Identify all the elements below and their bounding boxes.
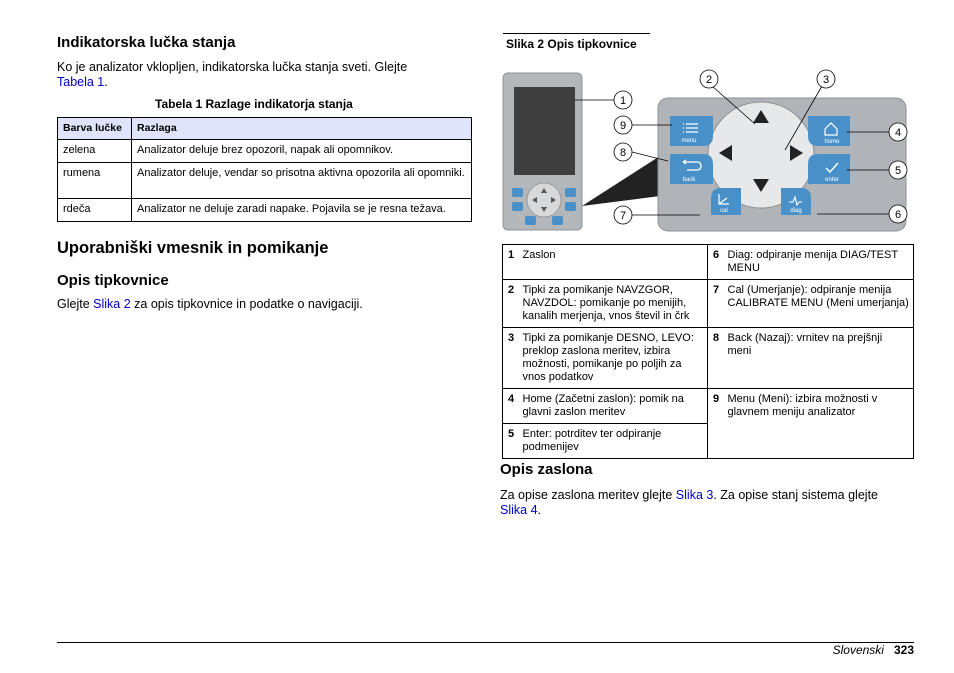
legend-desc: Tipki za pomikanje DESNO, LEVO: preklop zaslona meritev, izbira možnosti, pomikanje po poljih za vnos podatkov: [518, 328, 708, 389]
legend-desc: Diag: odpiranje menija DIAG/TEST MENU: [723, 245, 914, 280]
footer: [833, 643, 914, 657]
callout-3: [817, 70, 835, 88]
menu-key: [670, 116, 713, 146]
menu-key-label: menu: [681, 138, 697, 144]
table-cell: rumena: [58, 163, 132, 199]
svg-text:2: 2: [705, 74, 713, 86]
legend-number: 8: [708, 328, 723, 389]
paragraph-text: za opis tipkovnice in podatke o navigaciji.: [134, 297, 363, 311]
paragraph-text: Za opise zaslona meritev glejte: [500, 488, 673, 502]
link-slika-4[interactable]: Slika 4: [500, 503, 538, 517]
link-slika-2[interactable]: Slika 2: [93, 297, 131, 311]
section-title-keypad: Opis tipkovnice: [57, 272, 169, 289]
table-cell: rdeča: [58, 199, 132, 222]
figure2-caption: Slika 2 Opis tipkovnice: [506, 37, 637, 51]
table-header: Razlaga: [132, 118, 472, 140]
legend-number: 2: [503, 280, 518, 328]
svg-text:8: 8: [619, 147, 627, 159]
back-key-label: back: [682, 177, 696, 183]
paragraph-text: . Za opise stanj sistema glejte: [713, 488, 878, 502]
cal-key-label: cal: [720, 208, 728, 214]
diag-key-label: diag: [790, 208, 802, 214]
legend-desc: Enter: potrditev ter odpiranje podmenijev: [518, 424, 708, 459]
diag-key: [781, 188, 811, 215]
svg-text:5: 5: [894, 165, 902, 177]
table1-caption: Tabela 1 Razlage indikatorja stanja: [155, 97, 353, 111]
status-table: [57, 117, 472, 222]
footer-rule: [57, 642, 914, 643]
svg-text:6: 6: [894, 209, 902, 221]
legend-number: 5: [503, 424, 518, 459]
cal-key: [711, 188, 741, 215]
keypad-illustration: [500, 66, 910, 236]
svg-text:1: 1: [619, 95, 627, 107]
page-number: 323: [893, 643, 914, 657]
legend-number: 3: [503, 328, 518, 389]
callout-6: [889, 205, 907, 223]
table-cell: Analizator ne deluje zaradi napake. Pojavila se je resna težava.: [132, 199, 472, 222]
legend-desc: Cal (Umerjanje): odpiranje menija CALIBRATE MENU (Meni umerjanja): [723, 280, 914, 328]
table-header: Barva lučke: [58, 118, 132, 140]
callout-8: [614, 143, 632, 161]
legend-number: 7: [708, 280, 723, 328]
legend-desc: Back (Nazaj): vrnitev na prejšnji meni: [723, 328, 914, 389]
link-slika-3[interactable]: Slika 3: [675, 488, 714, 502]
svg-text:7: 7: [619, 210, 627, 222]
legend-desc: Menu (Meni): izbira možnosti v glavnem meniju analizator: [723, 389, 914, 459]
caption-rule: [503, 33, 650, 34]
svg-text:3: 3: [822, 74, 830, 86]
link-tabela-1[interactable]: Tabela 1: [57, 75, 105, 89]
legend-number: 4: [503, 389, 518, 424]
keypad-paragraph: [57, 297, 363, 312]
legend-desc: Tipki za pomikanje NAVZGOR, NAVZDOL: pomikanje po menijih, kanalih merjenja, vnos števil in črk: [518, 280, 708, 328]
paragraph-text: Glejte: [57, 297, 90, 311]
legend-desc: Zaslon: [518, 245, 708, 280]
table-cell: Analizator deluje brez opozoril, napak ali opomnikov.: [132, 140, 472, 163]
enter-key-label: enter: [825, 177, 839, 183]
callout-5: [889, 161, 907, 179]
paragraph-text: Ko je analizator vklopljen, indikatorska lučka stanja sveti. Glejte: [57, 60, 408, 74]
back-key: [670, 154, 713, 184]
section-title-ui-navigation: Uporabniški vmesnik in pomikanje: [57, 239, 329, 257]
table-cell: Analizator deluje, vendar so prisotna aktivna opozorila ali opomniki.: [132, 163, 472, 199]
section-title-screen: Opis zaslona: [500, 461, 593, 478]
legend-number: 9: [708, 389, 723, 459]
legend-number: 6: [708, 245, 723, 280]
callout-9: [614, 116, 632, 134]
screen: [514, 87, 575, 175]
paragraph-text: .: [537, 503, 542, 517]
legend-number: 1: [503, 245, 518, 280]
callout-4: [889, 123, 907, 141]
status-light-paragraph: [57, 60, 437, 90]
legend-desc: Home (Začetni zaslon): pomik na glavni zaslon meritev: [518, 389, 708, 424]
zoom-wedge: [582, 156, 660, 206]
screen-paragraph: [500, 488, 912, 518]
footer-language: Slovenski: [832, 643, 884, 657]
callout-7: [614, 206, 632, 224]
keypad-legend-table: [502, 244, 914, 459]
paragraph-text: .: [104, 75, 108, 89]
svg-text:4: 4: [894, 127, 902, 139]
home-key: [808, 116, 850, 146]
home-key-label: home: [824, 139, 840, 145]
callout-2: [700, 70, 718, 88]
table-cell: zelena: [58, 140, 132, 163]
enter-key: [808, 154, 850, 184]
section-title-status-light: Indikatorska lučka stanja: [57, 34, 236, 51]
svg-text:9: 9: [619, 120, 627, 132]
device-small: [503, 73, 582, 230]
callout-1: [614, 91, 632, 109]
